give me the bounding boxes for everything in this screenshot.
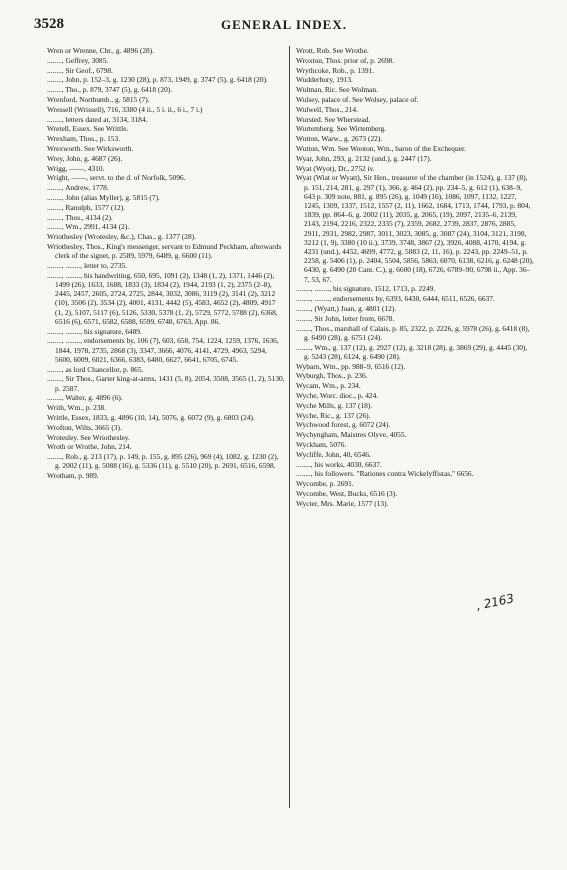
index-entry: ........, Sir Thos., Garter king-at-arms, 1431 (5, 8), 2054, 3508, 3565 (1, 2), 5130, p. 2587. [47, 374, 285, 393]
index-entry: ........, Tho., p. 879, 3747 (5), g. 6418 (20). [47, 85, 173, 95]
index-entry: ........, (Wyatt,) Joan, g. 4801 (12). [296, 303, 397, 313]
index-entry: ........, Sir John, letter from, 6678. [296, 313, 395, 323]
index-entry: ........, Geffrey, 3085. [47, 55, 109, 65]
index-entry: Wycter, Mrs. Marie, 1577 (13). [296, 498, 389, 508]
index-entry: Wright, ——, servt. to the d. of Norfolk, 5096. [47, 173, 186, 183]
index-entry: Wudderbury, 1913. [296, 75, 353, 85]
page-number: 3528 [34, 16, 64, 32]
index-entry: ........, Rob., g. 213 (17), p. 149, p. 155, g. 895 (26), 969 (4), 1082, g. 1230 (2), g. 2002 (11), g. 5088 (16), g. 5336 (11), g. 5510 (20), p. 2691, 6516, 6598. [47, 452, 279, 471]
index-entry: ........, Walter, g. 4896 (6). [47, 393, 123, 403]
index-entry: Wrotham, p. 989. [47, 471, 99, 481]
index-entry: Wyat (Wyot), Dr., 2752 iv. [296, 163, 375, 173]
index-entry: Wressell (Wrissell), 716, 3380 (4 ii., 5 i. ii., 6 i., 7 i.) [47, 104, 203, 114]
index-entry: Wrexworth. See Wirksworth. [47, 143, 134, 153]
index-entry: ........, ........, his handwriting, 650, 695, 1091 (2), 1348 (1, 2), 1371, 1446 (2), 1499 (26), 1633, 1688, 1833 (3), 1834 (2), 1944, 2193 (1, 2), 2375 (2–8), 2445, 2457, 2605, 2724, 2725, 2844, 3032, 3086, 3119 (2), 3141 (2), 3212 (10), 3506 (2), 3534 (2), 4001, 4131, 4442 (5), 4583, 4652 (2), 4809, 4917 (1, 2), 5107, 5117 (6), 5126, 5330, 5378 (1, 2), 5729, 5772, 5788 (2), 6368, 6516 (6), 6571, 6582, 6588, 6599, 6748, 6763, App. 86. [47, 270, 278, 326]
index-entry: Wriothesley (Wrotesley, &c.), Chas., g. 1377 (28). [47, 232, 196, 242]
index-entry: Wroth or Wrothe, John, 214. [47, 442, 132, 452]
index-entry: Wrenford, Northumb., g. 5815 (7). [47, 94, 150, 104]
index-entry: Writh, Wm., p. 238. [47, 403, 107, 413]
index-entry: ........, his followers. "Rationes contra Wickelyffistas," 6656. [296, 469, 474, 479]
index-entry: Wrigg, ——, 4310. [47, 163, 105, 173]
index-entry: Wycliffe, John, 40, 6546. [296, 449, 371, 459]
index-entry: ........, Wm., 2991, 4134 (2). [47, 222, 130, 232]
index-entry: Wrotesley. See Wriothesley. [47, 432, 130, 442]
index-entry: ........, letters dated at, 3134, 3184. [47, 114, 148, 124]
index-entry: Wutton, Wm. See Wooton, Wm., baron of the Exchequer. [296, 143, 466, 153]
column-divider [289, 46, 290, 808]
index-entry: ........, as lord Chancellor, p. 865. [47, 364, 144, 374]
index-entry: Wrythcoke, Rob., p. 1391. [296, 65, 375, 75]
index-entry: Wychwood forest, g. 6072 (24). [296, 420, 391, 430]
index-entry: Wretell, Essex. See Writtle. [47, 124, 129, 134]
page-header [34, 16, 534, 36]
index-entry: ........, Ranulph, 1577 (12). [47, 202, 126, 212]
index-entry: Wulwell, Thos., 214. [296, 104, 358, 114]
index-entry: ........, Thos., marshall of Calais, p. 85, 2322, p. 2226, g. 5978 (26), g. 6418 (8), g. 6490 (28), g. 6751 (24). [296, 323, 530, 342]
index-entry: Wursted. See Wherstead. [296, 114, 371, 124]
index-entry: Wroxton, Thos. prior of, p. 2698. [296, 55, 395, 65]
index-entry: Wyche, Ric., g. 137 (26). [296, 410, 371, 420]
index-entry: ........, ........, his signature, 6489. [47, 326, 142, 336]
index-entry: Wrey, John, g. 4687 (26). [47, 153, 123, 163]
index-entry: Wychyngham, Maistres Olyve, 4055. [296, 430, 407, 440]
index-entry: Wutton, Warw., g. 2673 (22). [296, 134, 383, 144]
index-entry: ........, ........, endorsements by, 106 (7), 603, 658, 754, 1224, 1259, 1376, 1636, 1844, 1978, 2735, 2868 (3), 3347, 3666, 4076, 4141, 4729, 4963, 5294, 5600, 6009, 6021, 6366, 6383, 6480, 6627, 6641, 6705, 6745. [47, 336, 279, 364]
index-entry: Wulsey, palace of. See Wolsey, palace of. [296, 94, 419, 104]
index-entry: ........, ........, endorsements by, 6393, 6430, 6444, 6511, 6526, 6637. [296, 294, 495, 304]
index-entry: Wyburgh, Thos., p. 236. [296, 371, 368, 381]
index-entry: ........, Thos., 4134 (2). [47, 212, 113, 222]
index-entry: Wyat (Wiat or Wyatt), Sir Hen., treasurer of the chamber (in 1524), g. 137 (8), p. 151, 214, 281, g. 297 (1), 366, g. 464 (2), pp. 234–5, g. 612 (1), 638–9, 643 p. 309 note, 881, g. 895 (26), g. 1049 (16), 1086, 1097, 1132, 1227, 1245, 1309, 1337, 1512, 1557 (2, 11), 1662, 1684, 1713, 1744, 1793, p. 804, 1839, pp. 864–6, g. 2002 (11), 2035, g. 2065, (19), 2097, 2135–6, 2139, 2143, 2194, 2216, 2322, 2335 (7), 2359, 2682, 2739, 2837, 2876, 2885, 2911, 2931, 2982, 2987, 3011, 3023, 3085, g. 3087 (24), 3104, 3121, 3198, 3212 (1, 9), 3380 (10 ii.), 3739, 3748, 3867 (2), 3926, 4088, 4170, 4194, g. 4231 (und.), 4452, 4699, 4772, g. 5083 (2, 11, 16), p. 2243, pp. 2249–51, p. 2258, g. 5406 (1), p. 2404, 5504, 5856, 5863, 6070, 6138, 6216, g. 6248 (20), 6430, g. 6490 (20 Cant. C.), g. 6600 (18), 6726, 6789–90, 6798 ii., App. 36–7, 53, 67. [296, 173, 534, 284]
index-entry: ........, John, p. 152–3, g. 1230 (28), p. 873, 1949, g. 3747 (5), g. 6418 (20). [47, 75, 268, 85]
index-entry: ........, Wm., g. 137 (12), g. 2927 (12), g. 3218 (28), g. 3869 (29), g. 4445 (30), g. 5243 (28), 6124, g. 6490 (28). [296, 342, 528, 361]
index-entry: Wrexham, Thos., p. 153. [47, 134, 121, 144]
index-entry: Wyche Mills, g. 137 (18). [296, 400, 373, 410]
index-entry: ........, John (alias Myller), g. 5815 (7). [47, 192, 160, 202]
index-entry: Wrott, Rob. See Wrothe. [296, 46, 369, 55]
index-entry: Wriothesley, Thos., King's messenger, servant to Edmund Peckham, afterwards clerk of the signet, p. 2589, 5979, 6489, g. 6600 (11). [47, 241, 282, 261]
index-entry: ........, ........, letter to, 2735. [47, 260, 128, 270]
handwritten-margin-note: , 2163 [474, 591, 516, 613]
index-entry: Wyar, John, 293, g. 2132 (und.), g. 2447 (17). [296, 153, 432, 163]
index-entry: Wycombe, p. 2691. [296, 479, 354, 489]
index-column-left [47, 46, 285, 481]
index-entry: Wybarn, Wm., pp. 988–9, 6516 (12). [296, 361, 406, 371]
index-entry: ........, ........, his signature, 1512, 1713, p. 2249. [296, 284, 436, 294]
index-entry: Wyche, Worc. dioc., p. 424. [296, 390, 379, 400]
running-title: GENERAL INDEX. [221, 17, 347, 32]
index-entry: Wulman, Ric. See Wolman. [296, 85, 378, 95]
index-column-right [296, 46, 534, 509]
index-entry: Wurtemberg. See Wirtemberg. [296, 124, 387, 134]
index-entry: Writtle, Essex, 1833, g. 4896 (10, 14), 5076, g. 6072 (9), g. 6803 (24). [47, 412, 255, 422]
index-entry: Wyckham, 5076. [296, 439, 347, 449]
index-entry: ........, his works, 4030, 6637. [296, 459, 382, 469]
index-entry: Wrofton, Wilts, 3665 (3). [47, 422, 122, 432]
index-entry: ........, Andrew, 1778. [47, 183, 109, 193]
index-entry: Wycam, Wm., p. 234. [296, 381, 361, 391]
index-entry: Wren or Wrenne, Chr., g. 4896 (28). [47, 46, 155, 55]
index-entry: Wycombe, West, Bucks, 6516 (3). [296, 488, 398, 498]
index-entry: ........, Sir Geof., 6798. [47, 65, 113, 75]
